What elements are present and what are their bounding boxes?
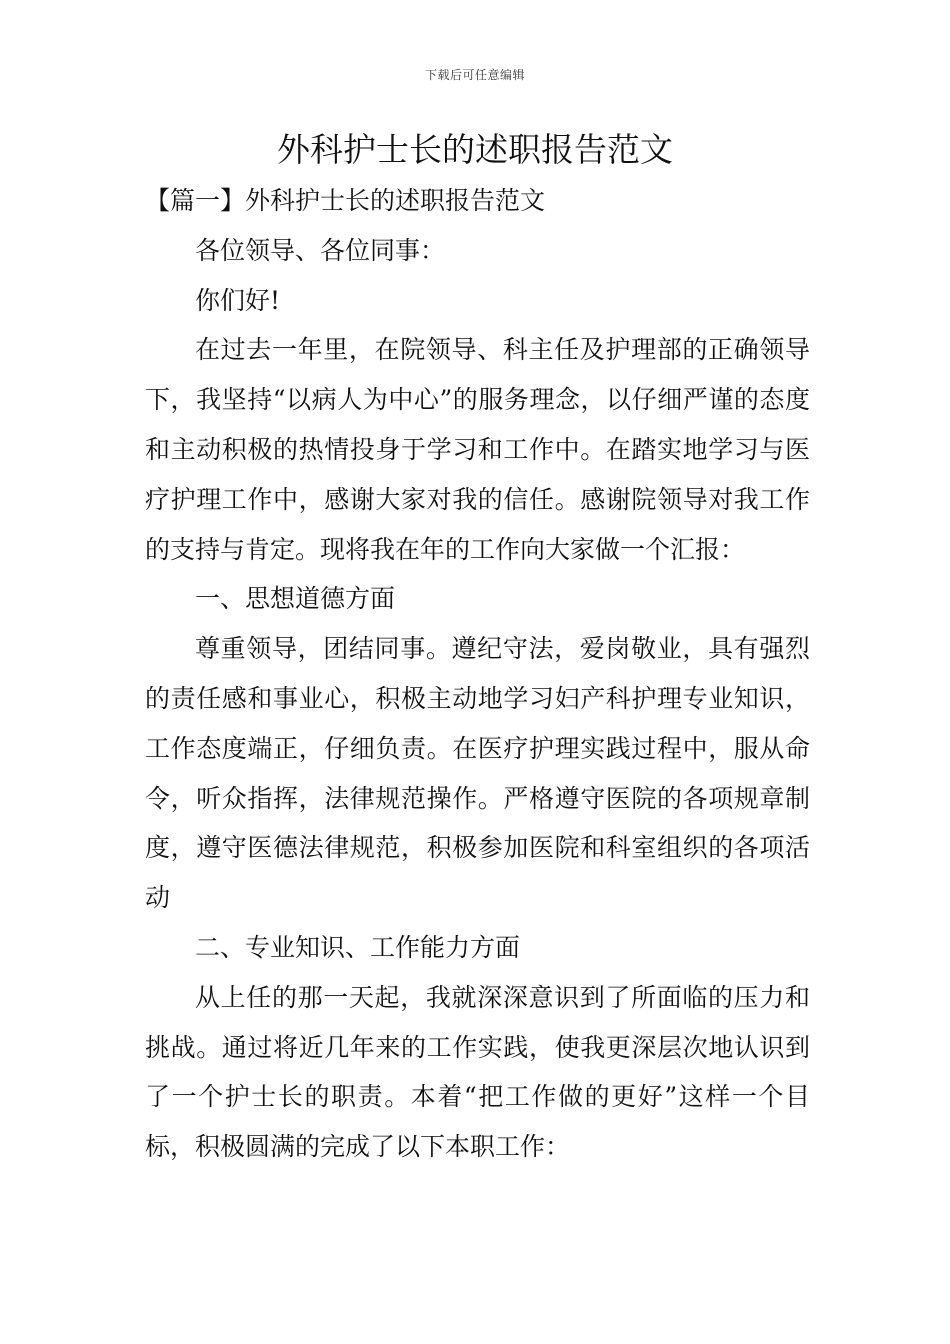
greeting: 你们好!	[195, 285, 281, 315]
subheading-professional: 二、专业知识、工作能力方面	[195, 932, 521, 962]
document-title: 外科护士长的述职报告范文	[277, 130, 673, 169]
subheading-ideology: 一、思想道德方面	[195, 584, 396, 614]
document-body	[145, 176, 810, 1172]
salutation: 各位领导、各位同事：	[195, 235, 446, 265]
section-heading: 【篇一】外科护士长的述职报告范文	[145, 186, 546, 215]
paragraph-professional: 从上任的那一天起，我就深深意识到了所面临的压力和挑战。通过将近几年来的工作实践，使我更深层次地认识到了一个护士长的职责。本着“把工作做的更好”这样一个目标，积极圆满的完成了以下本职工作：	[145, 982, 810, 1162]
header-note: 下载后可任意编辑	[424, 68, 525, 82]
paragraph-intro: 在过去一年里，在院领导、科主任及护理部的正确领导下，我坚持“以病人为中心”的服务理念，以仔细严谨的态度和主动积极的热情投身于学习和工作中。在踏实地学习与医疗护理工作中，感谢大家对我的信任。感谢院领导对我工作的支持与肯定。现将我在年的工作向大家做一个汇报：	[145, 335, 810, 564]
paragraph-ideology: 尊重领导，团结同事。遵纪守法，爱岗敬业，具有强烈的责任感和事业心，积极主动地学习妇产科护理专业知识，工作态度端正，仔细负责。在医疗护理实践过程中，服从命令，听众指挥，法律规范操作。严格遵守医院的各项规章制度，遵守医德法律规范，积极参加医院和科室组织的各项活动	[145, 634, 810, 913]
